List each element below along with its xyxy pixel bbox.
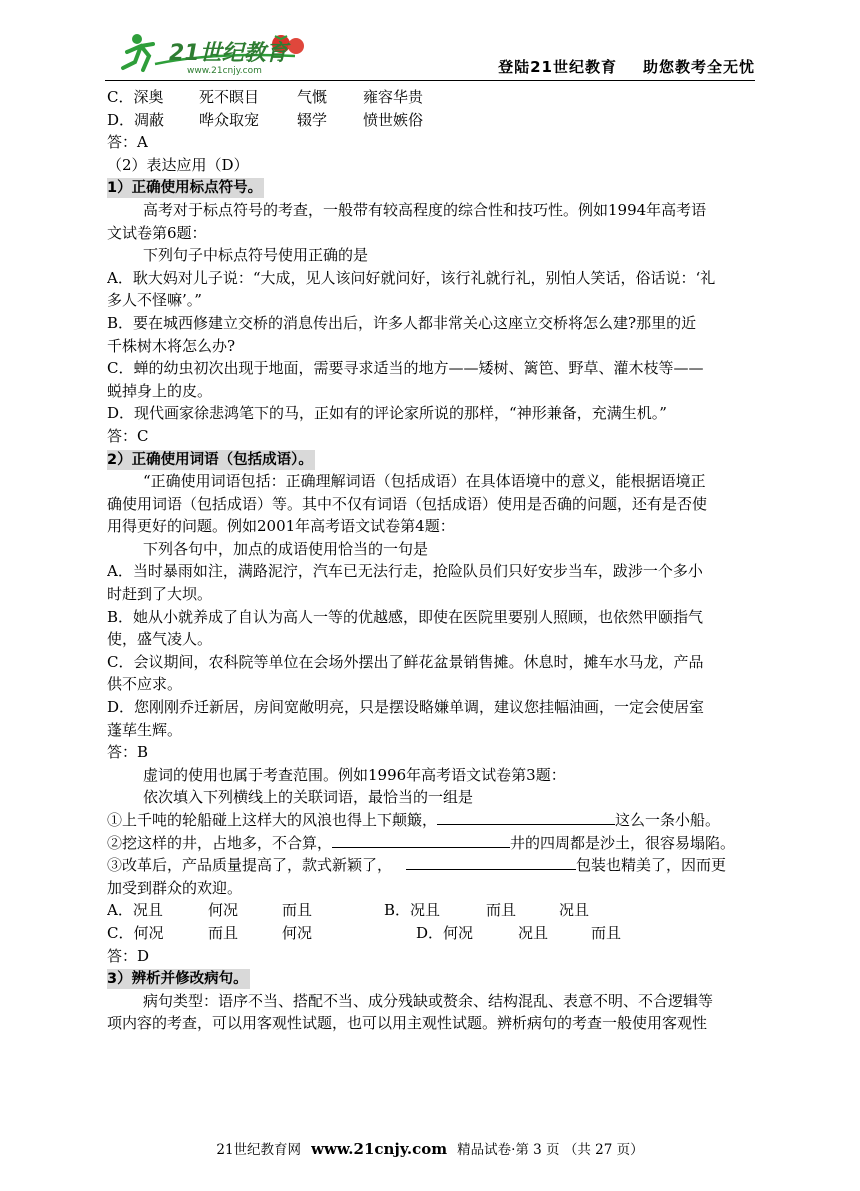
page-footer xyxy=(0,1138,860,1158)
option: C．蝉的幼虫初次出现于地面，需要寻求适当的地方——矮树、篱笆、野草、灌木枝等—— xyxy=(107,359,704,378)
page-header xyxy=(105,30,755,80)
answer: 答：C xyxy=(107,426,149,445)
paragraph: 高考对于标点符号的考查，一般带有较高程度的综合性和技巧性。例如1994年高考语 xyxy=(143,200,707,219)
option-row: D．凋蔽 哗众取宠 辍学 愤世嫉俗 xyxy=(107,110,424,129)
slogan-right: 助您教考全无忧 xyxy=(642,58,755,76)
paragraph: “正确使用词语包括：正确理解词语（包括成语）在具体语境中的意义，能根据语境正 xyxy=(143,472,706,491)
document-body xyxy=(107,86,757,1035)
section-title: （2）表达应用（D） xyxy=(107,155,249,174)
option: 供不应求。 xyxy=(107,675,183,694)
paragraph: 项内容的考查，可以用客观性试题，也可以用主观性试题。辨析病句的考查一般使用客观性 xyxy=(107,1014,708,1033)
svg-text:www.21cnjy.com: www.21cnjy.com xyxy=(187,66,262,76)
logo-graphic xyxy=(113,30,313,78)
question: 下列句子中标点符号使用正确的是 xyxy=(143,246,369,265)
paragraph: 加受到群众的欢迎。 xyxy=(107,878,243,897)
option: 千株树木将怎么办? xyxy=(107,336,236,355)
option: A．耿大妈对儿子说：“大成，见人该问好就问好，该行礼就行礼，别怕人笑话，俗话说：‘礼 xyxy=(107,268,716,287)
section-heading: 2）正确使用词语（包括成语）。 xyxy=(107,451,313,468)
option-row: C．深奥 死不瞑目 气慨 雍容华贵 xyxy=(107,88,424,106)
fill-blank-sentence: ①上千吨的轮船碰上这样大的风浪也得上下颠簸， 这么一条小船。 xyxy=(107,811,721,829)
answer-blank[interactable] xyxy=(437,809,615,825)
option: 多人不怪嘛’。” xyxy=(107,291,202,310)
question: 下列各句中，加点的成语使用恰当的一句是 xyxy=(143,539,429,558)
option: B．她从小就养成了自认为高人一等的优越感，即使在医院里要别人照顾，也依然甲颐指气 xyxy=(107,607,704,626)
paragraph: 确使用词语（包括成语）等。其中不仅有词语（包括成语）使用是否确的问题，还有是否使 xyxy=(107,494,708,513)
option-row: C．何况 而且 何况 D．何况 况且 而且 xyxy=(107,923,622,942)
fill-blank-sentence: ②挖这样的井，占地多，不合算， 井的四周都是沙土，很容易塌陷。 xyxy=(107,833,736,852)
option-row: A．况且 何况 而且 B．况且 而且 况且 xyxy=(107,901,590,920)
fill-blank-sentence: ③改革后，产品质量提高了，款式新颖了， 包装也精美了，因而更 xyxy=(107,856,727,875)
option: 时赶到了大坝。 xyxy=(107,585,213,604)
page-number: 精品试卷·第 3 页 （共 27 页） xyxy=(457,1142,644,1158)
answer: 答：D xyxy=(107,946,150,965)
section-heading: 3）辨析并修改病句。 xyxy=(107,971,248,988)
site-logo[interactable] xyxy=(113,30,313,78)
answer: 答：A xyxy=(107,133,148,152)
svg-text:21世纪教育: 21世纪教育 xyxy=(169,41,288,66)
option: D．现代画家徐悲鸿笔下的马，正如有的评论家所说的那样，“神形兼备，充满生机。” xyxy=(107,404,667,423)
paragraph: 虚词的使用也属于考查范围。例如1996年高考语文试卷第3题： xyxy=(143,765,566,784)
option: D．您刚刚乔迁新居，房间宽敞明亮，只是摆设略嫌单调，建议您挂幅油画，一定会使居室 xyxy=(107,698,705,717)
paragraph: 用得更好的问题。例如2001年高考语文试卷第4题： xyxy=(107,517,455,536)
section-heading: 1）正确使用标点符号。 xyxy=(107,180,263,197)
option: B．要在城西修建立交桥的消息传出后，许多人都非常关心这座立交桥将怎么建?那里的近 xyxy=(107,313,697,332)
answer-blank[interactable] xyxy=(406,854,576,870)
header-divider xyxy=(105,80,755,81)
slogan-left: 登陆21世纪教育 xyxy=(498,58,617,76)
option: C．会议期间，农科院等单位在会场外摆出了鲜花盆景销售摊。休息时，摊车水马龙，产品 xyxy=(107,652,704,671)
answer: 答：B xyxy=(107,743,149,762)
header-slogan xyxy=(498,56,755,77)
paragraph: 病句类型：语序不当、搭配不当、成分残缺或赘余、结构混乱、表意不明、不合逻辑等 xyxy=(143,991,714,1010)
option: 使，盛气凌人。 xyxy=(107,630,213,649)
option: A．当时暴雨如注，满路泥泞，汽车已无法行走，抢险队员们只好安步当车，跋涉一个多小 xyxy=(107,562,703,581)
paragraph: 文试卷第6题： xyxy=(107,223,207,242)
question: 依次填入下列横线上的关联词语，最恰当的一组是 xyxy=(143,788,474,807)
option: 蜕掉身上的皮。 xyxy=(107,381,213,400)
footer-site: 21世纪教育网 xyxy=(216,1142,302,1158)
option: 蓬荜生辉。 xyxy=(107,720,183,739)
answer-blank[interactable] xyxy=(332,832,510,848)
footer-url[interactable]: www.21cnjy.com xyxy=(311,1140,448,1158)
